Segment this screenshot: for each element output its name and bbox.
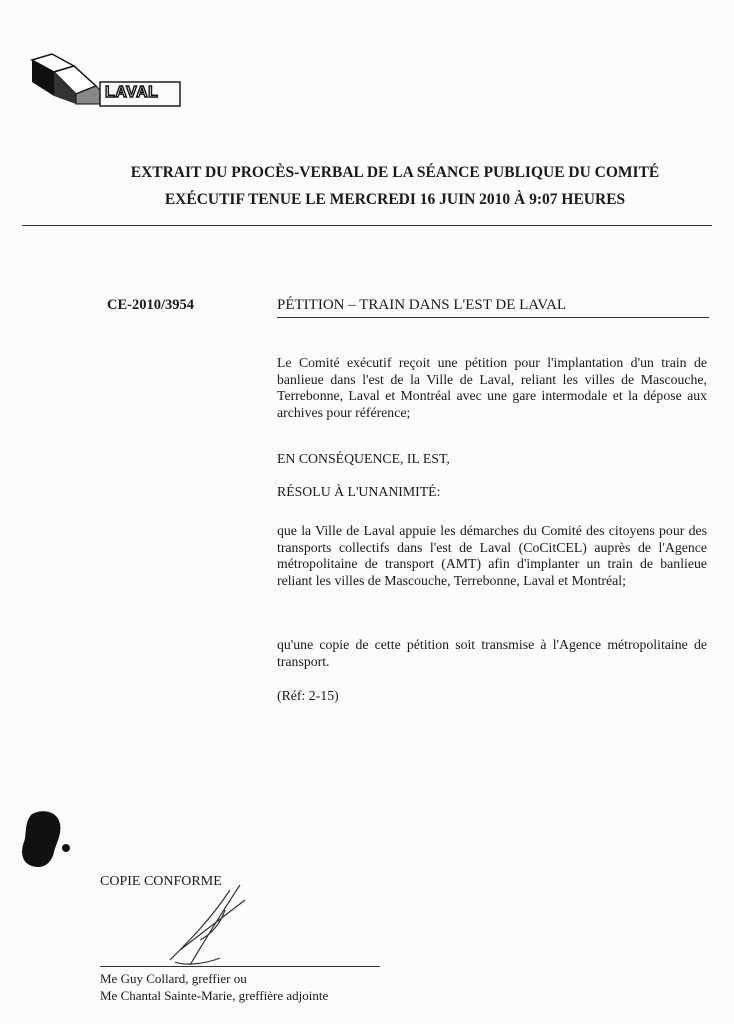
ink-stamp-icon <box>18 808 78 872</box>
resolved-line: RÉSOLU À L'UNANIMITÉ: <box>277 484 441 499</box>
header-divider <box>22 225 712 226</box>
document-title <box>100 159 690 213</box>
logo-text: LAVAL <box>105 84 159 101</box>
signature-line <box>100 966 380 967</box>
title-line-1: EXTRAIT DU PROCÈS-VERBAL DE LA SÉANCE PUBLIQUE DU COMITÉ <box>130 164 660 181</box>
signatory-clerk: Me Guy Collard, greffier ou <box>100 971 247 986</box>
certified-copy-label: COPIE CONFORME <box>100 874 222 889</box>
resolution-subject: PÉTITION – TRAIN DANS L'EST DE LAVAL <box>277 297 709 318</box>
consequence-line: EN CONSÉQUENCE, IL EST, <box>277 451 450 466</box>
resolution-number: CE-2010/3954 <box>107 297 194 313</box>
title-line-2: EXÉCUTIF TENUE LE MERCREDI 16 JUIN 2010 À 9:07 HEURES <box>164 191 626 208</box>
signatory-assistant-clerk: Me Chantal Sainte-Marie, greffière adjointe <box>100 988 329 1003</box>
reference-note: (Réf: 2-15) <box>277 688 339 703</box>
signature-icon <box>150 880 260 970</box>
paragraph-petition: Le Comité exécutif reçoit une pétition pour l'implantation d'un train de banlieue dans l'est de la Ville de Laval, reliant les villes de Mascouche, Terrebonne, Laval et Montréal avec une gare intermodale et la dépose aux archives pour référence; <box>277 355 707 420</box>
paragraph-copy: qu'une copie de cette pétition soit transmise à l'Agence métropolitaine de transport. <box>277 637 707 669</box>
laval-logo-icon <box>30 52 190 112</box>
paragraph-support: que la Ville de Laval appuie les démarches du Comité des citoyens pour des transports collectifs dans l'est de Laval (CoCitCEL) auprès de l'Agence métropolitaine de transport (AMT) afin d'implanter un train de banlieue reliant les villes de Mascouche, Terrebonne, Laval et Montréal; <box>277 523 707 588</box>
